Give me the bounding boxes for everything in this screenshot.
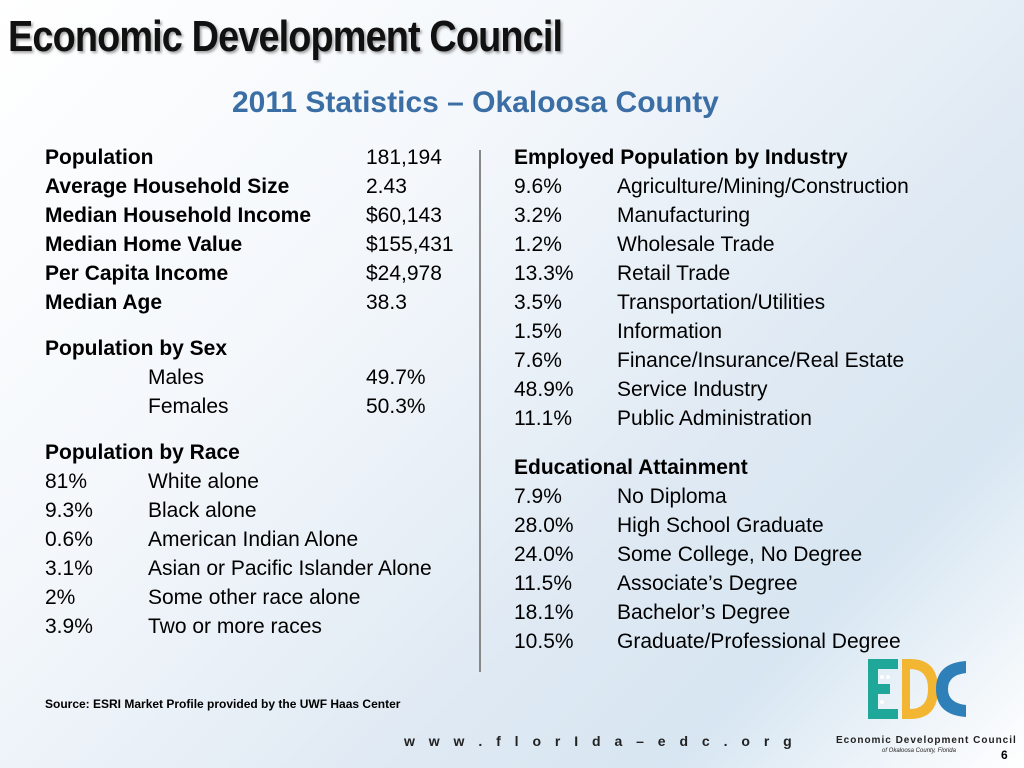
race-heading: Population by Race	[45, 441, 240, 464]
sex-label: Females	[148, 395, 229, 418]
stat-row	[45, 172, 485, 201]
industry-row	[514, 230, 974, 259]
industry-row	[514, 346, 974, 375]
education-row	[514, 598, 974, 627]
spacer	[45, 421, 485, 438]
stat-row	[45, 259, 485, 288]
education-row	[514, 540, 974, 569]
sex-value: 50.3%	[366, 395, 426, 418]
industry-row	[514, 259, 974, 288]
page-number: 6	[1001, 748, 1008, 762]
stat-label: Population	[45, 146, 154, 169]
industry-pct: 11.1%	[514, 407, 572, 430]
industry-row	[514, 317, 974, 346]
sex-label: Males	[148, 366, 205, 389]
education-row	[514, 511, 974, 540]
race-pct: 3.1%	[45, 557, 93, 580]
industry-pct: 1.5%	[514, 320, 562, 343]
logo-name: Economic Development Council	[836, 735, 1017, 746]
logo-e-spine	[868, 659, 878, 719]
stat-label: Per Capita Income	[45, 262, 229, 285]
education-row	[514, 569, 974, 598]
stat-value: $60,143	[366, 204, 442, 227]
stat-value: 38.3	[366, 291, 407, 314]
industry-label: Information	[617, 320, 723, 343]
industry-label: Public Administration	[617, 407, 812, 430]
race-pct: 2%	[45, 586, 76, 609]
spacer	[514, 433, 974, 453]
stat-label: Median Household Income	[45, 204, 312, 227]
industry-label: Agriculture/Mining/Construction	[617, 175, 909, 198]
industry-pct: 3.2%	[514, 204, 562, 227]
race-row	[45, 467, 485, 496]
sex-heading: Population by Sex	[45, 337, 228, 360]
education-pct: 24.0%	[514, 543, 574, 566]
sex-row	[45, 363, 485, 392]
race-pct: 81%	[45, 470, 88, 493]
stat-row	[45, 201, 485, 230]
logo-dot	[880, 675, 884, 679]
race-row	[45, 554, 485, 583]
industry-label: Finance/Insurance/Real Estate	[617, 349, 905, 372]
education-row	[514, 627, 974, 656]
industry-row	[514, 375, 974, 404]
industry-row	[514, 201, 974, 230]
race-pct: 3.9%	[45, 615, 93, 638]
race-label: Two or more races	[148, 615, 322, 638]
industry-pct: 3.5%	[514, 291, 562, 314]
industry-pct: 9.6%	[514, 175, 562, 198]
industry-label: Service Industry	[617, 378, 768, 401]
education-pct: 28.0%	[514, 514, 574, 537]
stat-value: 2.43	[366, 175, 407, 198]
logo-c-shape	[936, 661, 966, 717]
race-pct: 9.3%	[45, 499, 93, 522]
column-divider	[479, 150, 481, 672]
slide-title: Economic Development Council	[8, 12, 563, 61]
education-label: No Diploma	[617, 485, 727, 508]
stat-value: $24,978	[366, 262, 442, 285]
industry-pct: 7.6%	[514, 349, 562, 372]
slide-subtitle: 2011 Statistics – Okaloosa County	[232, 86, 719, 119]
industry-heading: Employed Population by Industry	[514, 146, 848, 169]
race-row	[45, 583, 485, 612]
education-heading: Educational Attainment	[514, 456, 748, 479]
logo-d-bowl	[910, 659, 938, 719]
race-row	[45, 525, 485, 554]
logo-dot	[880, 700, 884, 704]
race-row	[45, 496, 485, 525]
logo-subtitle: of Okaloosa County, Florida	[882, 748, 956, 754]
education-pct: 7.9%	[514, 485, 562, 508]
race-label: Some other race alone	[148, 586, 361, 609]
education-label: High School Graduate	[617, 514, 824, 537]
stat-value: 181,194	[366, 146, 442, 169]
spacer	[45, 317, 485, 334]
race-label: Black alone	[148, 499, 257, 522]
source-note: Source: ESRI Market Profile provided by the UWF Haas Center	[45, 697, 401, 711]
logo-d-stem	[902, 659, 910, 719]
right-column	[514, 143, 974, 656]
industry-pct: 1.2%	[514, 233, 562, 256]
industry-row	[514, 404, 974, 433]
stat-row	[45, 143, 485, 172]
stat-label: Median Age	[45, 291, 163, 314]
sex-row	[45, 392, 485, 421]
logo-dot	[886, 675, 890, 679]
education-label: Graduate/Professional Degree	[617, 630, 901, 653]
race-label: White alone	[148, 470, 259, 493]
education-label: Associate’s Degree	[617, 572, 798, 595]
stat-label: Median Home Value	[45, 233, 243, 256]
industry-row	[514, 288, 974, 317]
stat-row	[45, 288, 485, 317]
sex-value: 49.7%	[366, 366, 426, 389]
industry-label: Retail Trade	[617, 262, 731, 285]
industry-label: Transportation/Utilities	[617, 291, 826, 314]
race-label: American Indian Alone	[148, 528, 359, 551]
industry-pct: 48.9%	[514, 378, 574, 401]
stat-row	[45, 230, 485, 259]
website-link[interactable]: w w w . f l o r I d a – e d c . o r g	[404, 733, 797, 749]
industry-pct: 13.3%	[514, 262, 574, 285]
race-row	[45, 612, 485, 641]
education-pct: 18.1%	[514, 601, 574, 624]
edc-logo-icon	[868, 657, 968, 737]
industry-label: Manufacturing	[617, 204, 751, 227]
industry-label: Wholesale Trade	[617, 233, 775, 256]
education-label: Some College, No Degree	[617, 543, 863, 566]
education-label: Bachelor’s Degree	[617, 601, 791, 624]
industry-row	[514, 172, 974, 201]
education-pct: 10.5%	[514, 630, 574, 653]
education-row	[514, 482, 974, 511]
stat-label: Average Household Size	[45, 175, 290, 198]
race-label: Asian or Pacific Islander Alone	[148, 557, 432, 580]
stat-value: $155,431	[366, 233, 454, 256]
left-column	[45, 143, 485, 641]
race-pct: 0.6%	[45, 528, 93, 551]
education-pct: 11.5%	[514, 572, 572, 595]
